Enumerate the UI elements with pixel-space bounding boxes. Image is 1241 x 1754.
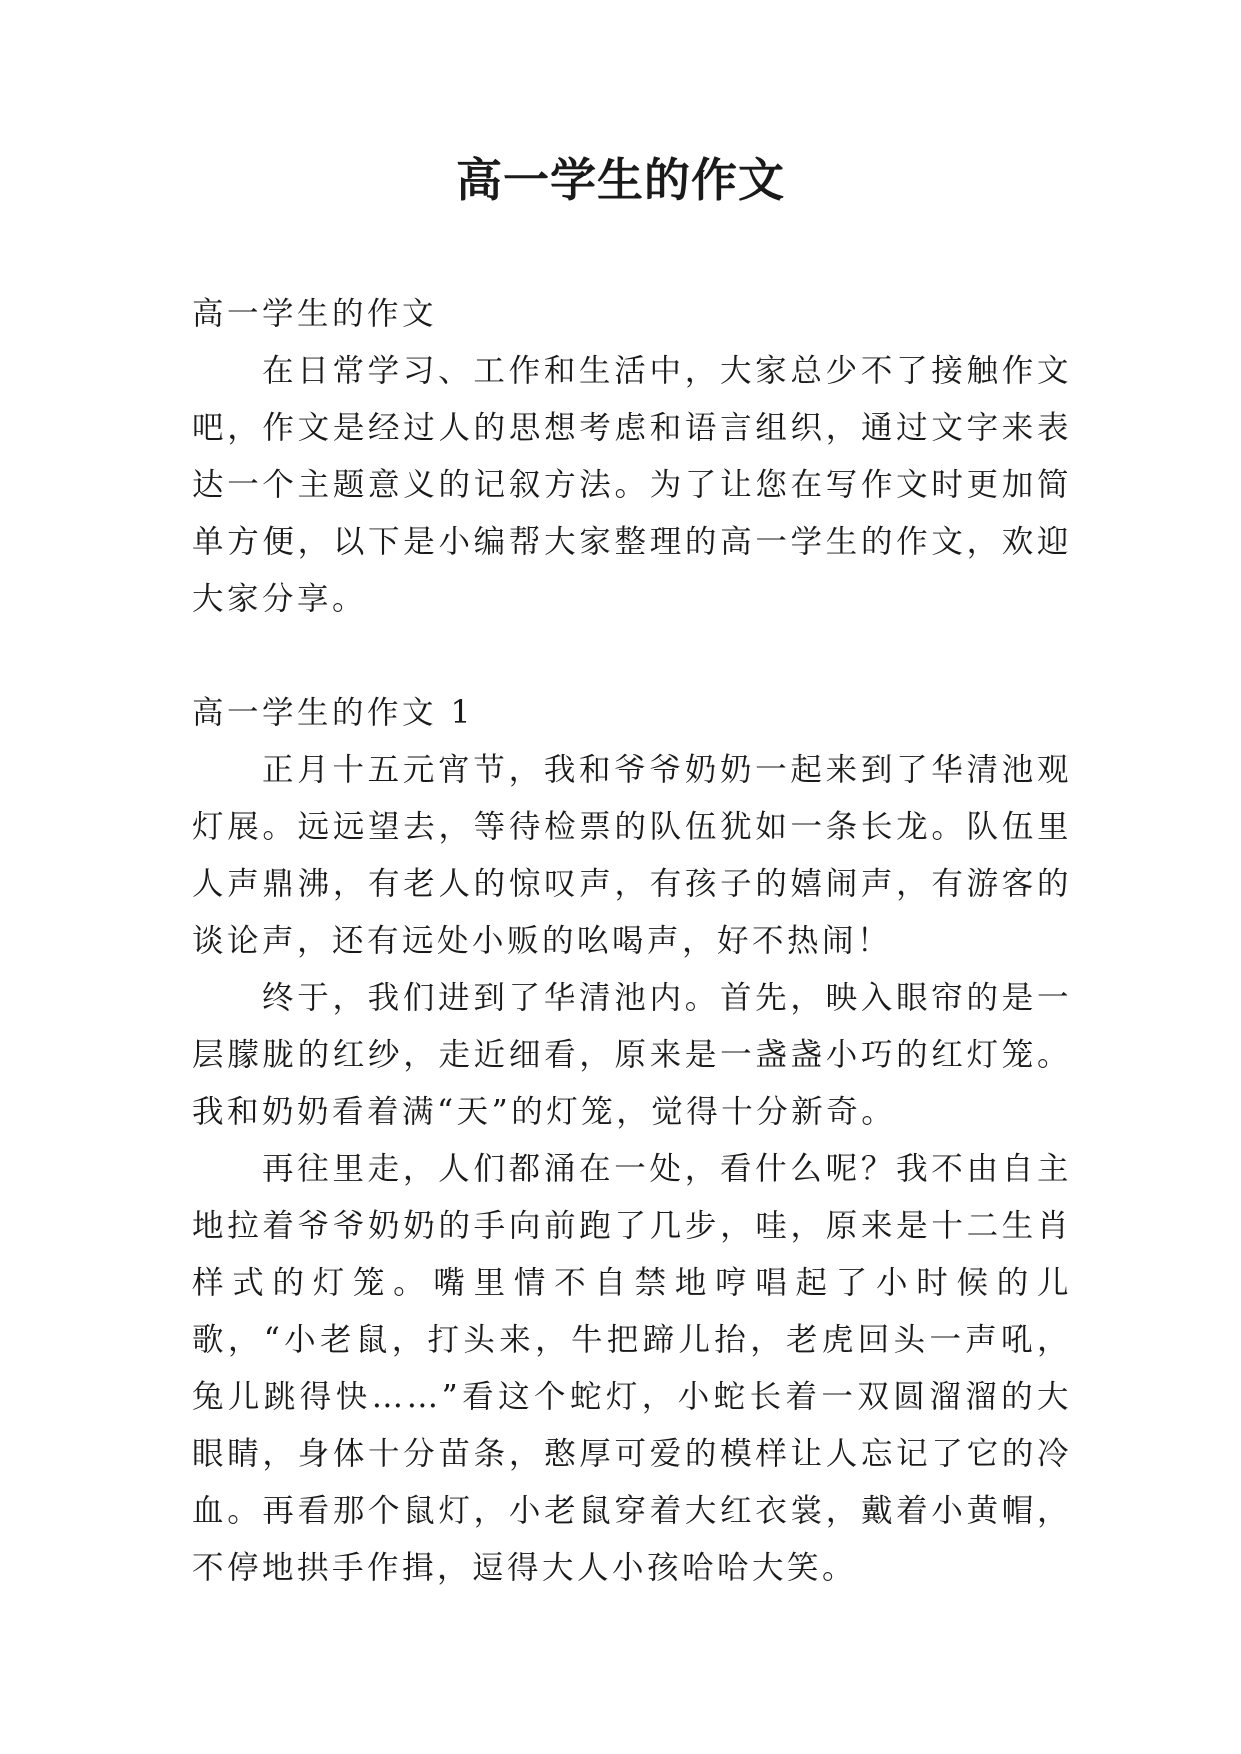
intro-heading: 高一学生的作文 <box>192 296 438 332</box>
section-spacer <box>192 628 1072 685</box>
section1-paragraph: 终于，我们进到了华清池内。首先，映入眼帘的是一层朦胧的红纱，走近细看，原来是一盏盏小巧的红灯笼。我和奶奶看着满“天”的灯笼，觉得十分新奇。 <box>192 980 1072 1130</box>
document-title: 高一学生的作文 <box>456 153 785 207</box>
intro-paragraph: 在日常学习、工作和生活中，大家总少不了接触作文吧，作文是经过人的思想考虑和语言组织，通过文字来表达一个主题意义的记叙方法。为了让您在写作文时更加简单方便，以下是小编帮大家整理的高一学生的作文，欢迎大家分享。 <box>192 353 1072 617</box>
section1-paragraph: 正月十五元宵节，我和爷爷奶奶一起来到了华清池观灯展。远远望去，等待检票的队伍犹如一条长龙。队伍里人声鼎沸，有老人的惊叹声，有孩子的嬉闹声，有游客的谈论声，还有远处小贩的吆喝声，好不热闹！ <box>192 752 1072 959</box>
section1-paragraph: 再往里走，人们都涌在一处，看什么呢？我不由自主地拉着爷爷奶奶的手向前跑了几步，哇，原来是十二生肖样式的灯笼。嘴里情不自禁地哼唱起了小时候的儿歌，“小老鼠，打头来，牛把蹄儿抬，老虎回头一声吼，兔儿跳得快……”看这个蛇灯，小蛇长着一双圆溜溜的大眼睛，身体十分苗条，憨厚可爱的模样让人忘记了它的冷血。再看那个鼠灯，小老鼠穿着大红衣裳，戴着小黄帽，不停地拱手作揖，逗得大人小孩哈哈大笑。 <box>192 1151 1072 1586</box>
document-body <box>192 286 1072 1597</box>
section1-heading: 高一学生的作文 1 <box>192 695 475 731</box>
